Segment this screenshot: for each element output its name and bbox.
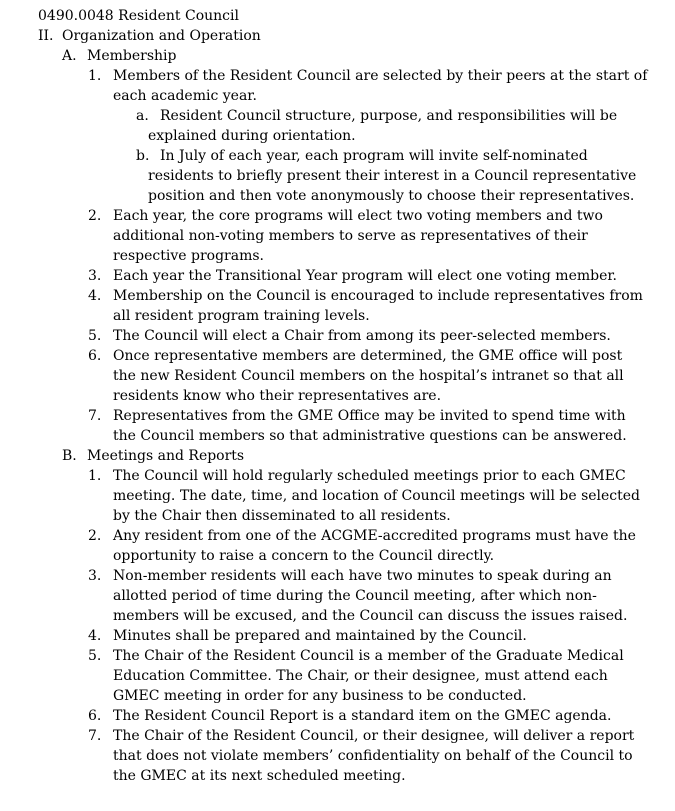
list-item-line: GMEC meeting in order for any business to be conducted. [113, 688, 527, 704]
list-item-line: The Council will elect a Chair from among its peer-selected members. [113, 328, 611, 344]
subsection-marker: B. [62, 448, 77, 464]
policy-id: 0490.0048 Resident Council [38, 8, 239, 24]
sub-item-line: residents to briefly present their interest in a Council representative [148, 168, 637, 184]
list-item [113, 346, 624, 406]
list-item-line: Members of the Resident Council are selected by their peers at the start of [113, 68, 648, 84]
list-item [113, 706, 611, 726]
list-item-line: that does not violate members’ confidentiality on behalf of the Council to [113, 748, 633, 764]
list-item [113, 566, 627, 626]
list-item-number: 1. [88, 68, 102, 84]
list-item [113, 206, 603, 266]
list-item [113, 726, 634, 786]
list-item [113, 646, 624, 706]
list-item-number: 4. [88, 628, 102, 644]
list-item-line: the new Resident Council members on the hospital’s intranet so that all [113, 368, 624, 384]
list-item-line: Minutes shall be prepared and maintained by the Council. [113, 628, 527, 644]
subsection-title: Meetings and Reports [87, 448, 245, 464]
list-item-number: 2. [88, 528, 102, 544]
list-item-line: residents know who their representatives are. [113, 388, 442, 404]
list-item [113, 466, 640, 526]
list-item [113, 286, 643, 326]
sub-item-line: In July of each year, each program will invite self-nominated [160, 148, 588, 164]
list-item-line: Education Committee. The Chair, or their designee, must attend each [113, 668, 608, 684]
sub-item-letter: b. [136, 148, 150, 164]
list-item [113, 526, 636, 566]
list-item-line: Representatives from the GME Office may be invited to spend time with [113, 408, 626, 424]
list-item-line: additional non-voting members to serve as representatives of their [113, 228, 588, 244]
list-item-line: The Council will hold regularly scheduled meetings prior to each GMEC [113, 468, 626, 484]
section-title: Organization and Operation [62, 28, 261, 44]
list-item-line: Each year, the core programs will elect two voting members and two [113, 208, 603, 224]
list-item-line: each academic year. [113, 88, 257, 104]
list-item-line: the GMEC at its next scheduled meeting. [113, 768, 406, 784]
list-item [113, 266, 617, 286]
list-item-number: 6. [88, 348, 102, 364]
list-item [113, 406, 627, 446]
list-item-number: 3. [88, 568, 102, 584]
subsection-title: Membership [87, 48, 177, 64]
list-item [113, 326, 611, 346]
list-item-number: 2. [88, 208, 102, 224]
list-item-line: Once representative members are determined, the GME office will post [113, 348, 623, 364]
list-item-number: 3. [88, 268, 102, 284]
list-item-line: all resident program training levels. [113, 308, 370, 324]
sub-item [148, 146, 637, 206]
list-item-line: the Council members so that administrative questions can be answered. [113, 428, 627, 444]
list-item-line: Non-member residents will each have two minutes to speak during an [113, 568, 612, 584]
sub-item-line: position and then vote anonymously to choose their representatives. [148, 188, 635, 204]
list-item-line: The Chair of the Resident Council, or their designee, will deliver a report [113, 728, 635, 744]
list-item-line: Each year the Transitional Year program will elect one voting member. [113, 268, 617, 284]
list-item-number: 7. [88, 728, 102, 744]
list-item-line: respective programs. [113, 248, 264, 264]
list-item-line: opportunity to raise a concern to the Council directly. [113, 548, 495, 564]
list-item-line: Any resident from one of the ACGME-accredited programs must have the [113, 528, 636, 544]
sub-item [148, 106, 618, 146]
list-item-number: 4. [88, 288, 102, 304]
list-item-number: 7. [88, 408, 102, 424]
list-item-line: allotted period of time during the Council meeting, after which non- [113, 588, 597, 604]
list-item-line: Membership on the Council is encouraged to include representatives from [113, 288, 643, 304]
list-item-number: 1. [88, 468, 102, 484]
list-item-line: The Chair of the Resident Council is a member of the Graduate Medical [113, 648, 624, 664]
list-item-line: members will be excused, and the Council can discuss the issues raised. [113, 608, 628, 624]
list-item-number: 6. [88, 708, 102, 724]
list-item-line: meeting. The date, time, and location of Council meetings will be selected [113, 488, 641, 504]
list-item [113, 626, 527, 646]
list-item-line: by the Chair then disseminated to all residents. [113, 508, 451, 524]
subsection-marker: A. [62, 48, 77, 64]
list-item-line: The Resident Council Report is a standard item on the GMEC agenda. [113, 708, 612, 724]
list-item-number: 5. [88, 648, 102, 664]
sub-item-letter: a. [136, 108, 149, 124]
list-item [113, 66, 647, 106]
sub-item-line: explained during orientation. [148, 128, 356, 144]
section-marker: II. [38, 28, 54, 44]
sub-item-line: Resident Council structure, purpose, and responsibilities will be [160, 108, 618, 124]
list-item-number: 5. [88, 328, 102, 344]
